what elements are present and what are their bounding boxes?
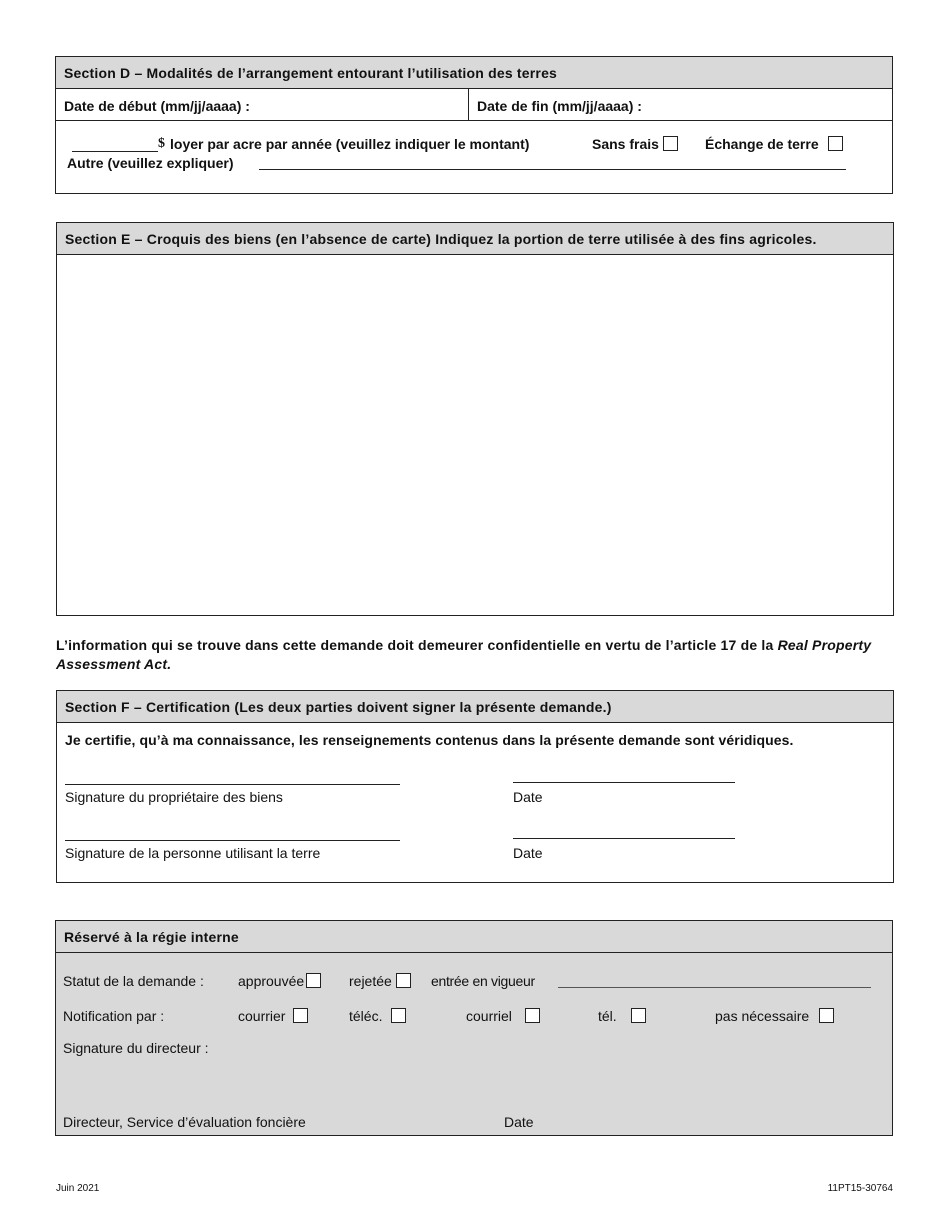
rejected-label: rejetée	[349, 973, 392, 989]
mail-option	[238, 1008, 308, 1024]
user-signature-label: Signature de la personne utilisant la terre	[65, 845, 321, 861]
section-d-terms	[56, 121, 892, 191]
section-f	[56, 690, 894, 883]
not-needed-checkbox[interactable]	[819, 1008, 834, 1023]
phone-option	[598, 1008, 646, 1024]
sketch-area[interactable]	[57, 255, 893, 613]
section-f-title: Section F – Certification (Les deux parties doivent signer la présente demande.)	[57, 691, 893, 723]
director-date-label: Date	[504, 1114, 534, 1130]
footer-date: Juin 2021	[56, 1183, 100, 1194]
free-checkbox[interactable]	[663, 136, 678, 151]
approved-label: approuvée	[238, 973, 305, 989]
end-date-field[interactable]	[469, 89, 892, 120]
rejected-option	[349, 973, 411, 989]
owner-date-label: Date	[513, 789, 543, 805]
mail-checkbox[interactable]	[293, 1008, 308, 1023]
fax-checkbox[interactable]	[391, 1008, 406, 1023]
fax-option	[349, 1008, 406, 1024]
act-name: Real Property Assessment Act.	[56, 637, 872, 672]
phone-label: tél.	[598, 1008, 617, 1024]
director-signature-label: Signature du directeur :	[63, 1040, 209, 1056]
exchange-checkbox[interactable]	[828, 136, 843, 151]
owner-signature-line[interactable]	[65, 784, 400, 785]
user-date-label: Date	[513, 845, 543, 861]
status-label: Statut de la demande :	[63, 973, 204, 989]
section-d-title: Section D – Modalités de l’arrangement entourant l’utilisation des terres	[56, 57, 892, 89]
effective-date-line[interactable]	[558, 987, 871, 988]
owner-signature-label: Signature du propriétaire des biens	[65, 789, 283, 805]
confidential-note	[56, 636, 886, 674]
section-e	[56, 222, 894, 616]
footer-form-code: 11PT15-30764	[827, 1183, 893, 1194]
other-explain-field[interactable]	[259, 169, 846, 170]
start-date-field[interactable]	[56, 89, 469, 120]
internal-use-body	[56, 953, 892, 1135]
confidential-text: L’information qui se trouve dans cette demande doit demeurer confidentielle en vertu de l’article 17 de la	[56, 637, 774, 653]
exchange-option	[705, 136, 843, 152]
email-checkbox[interactable]	[525, 1008, 540, 1023]
exchange-label: Échange de terre	[705, 136, 819, 152]
mail-label: courrier	[238, 1008, 286, 1024]
rent-amount-field[interactable]	[72, 151, 158, 152]
not-needed-label: pas nécessaire	[715, 1008, 810, 1024]
email-option	[466, 1008, 540, 1024]
end-date-label: Date de fin (mm/jj/aaaa) :	[477, 98, 642, 114]
internal-use-section	[55, 920, 893, 1136]
owner-date-line[interactable]	[513, 782, 735, 783]
email-label: courriel	[466, 1008, 512, 1024]
fax-label: téléc.	[349, 1008, 383, 1024]
user-signature-line[interactable]	[65, 840, 400, 841]
user-date-line[interactable]	[513, 838, 735, 839]
internal-use-title: Réservé à la régie interne	[56, 921, 892, 953]
section-e-title: Section E – Croquis des biens (en l’absence de carte) Indiquez la portion de terre utilisée à des fins agricoles.	[57, 223, 893, 255]
not-needed-option	[715, 1008, 834, 1024]
phone-checkbox[interactable]	[631, 1008, 646, 1023]
free-option	[592, 136, 678, 152]
rejected-checkbox[interactable]	[396, 973, 411, 988]
rent-label: loyer par acre par année (veuillez indiquer le montant)	[170, 136, 530, 152]
section-d-dates-row	[56, 89, 892, 121]
currency-symbol: $	[158, 136, 165, 151]
start-date-label: Date de début (mm/jj/aaaa) :	[64, 98, 250, 114]
approved-option	[238, 973, 321, 989]
free-label: Sans frais	[592, 136, 659, 152]
section-f-body	[57, 723, 893, 882]
approved-checkbox[interactable]	[306, 973, 321, 988]
director-title: Directeur, Service d’évaluation foncière	[63, 1114, 306, 1130]
notification-label: Notification par :	[63, 1008, 165, 1024]
section-d	[55, 56, 893, 194]
certification-statement: Je certifie, qu’à ma connaissance, les renseignements contenus dans la présente demande sont véridiques.	[65, 732, 794, 748]
other-label: Autre (veuillez expliquer)	[67, 155, 234, 171]
effective-label: entrée en vigueur	[431, 973, 535, 989]
